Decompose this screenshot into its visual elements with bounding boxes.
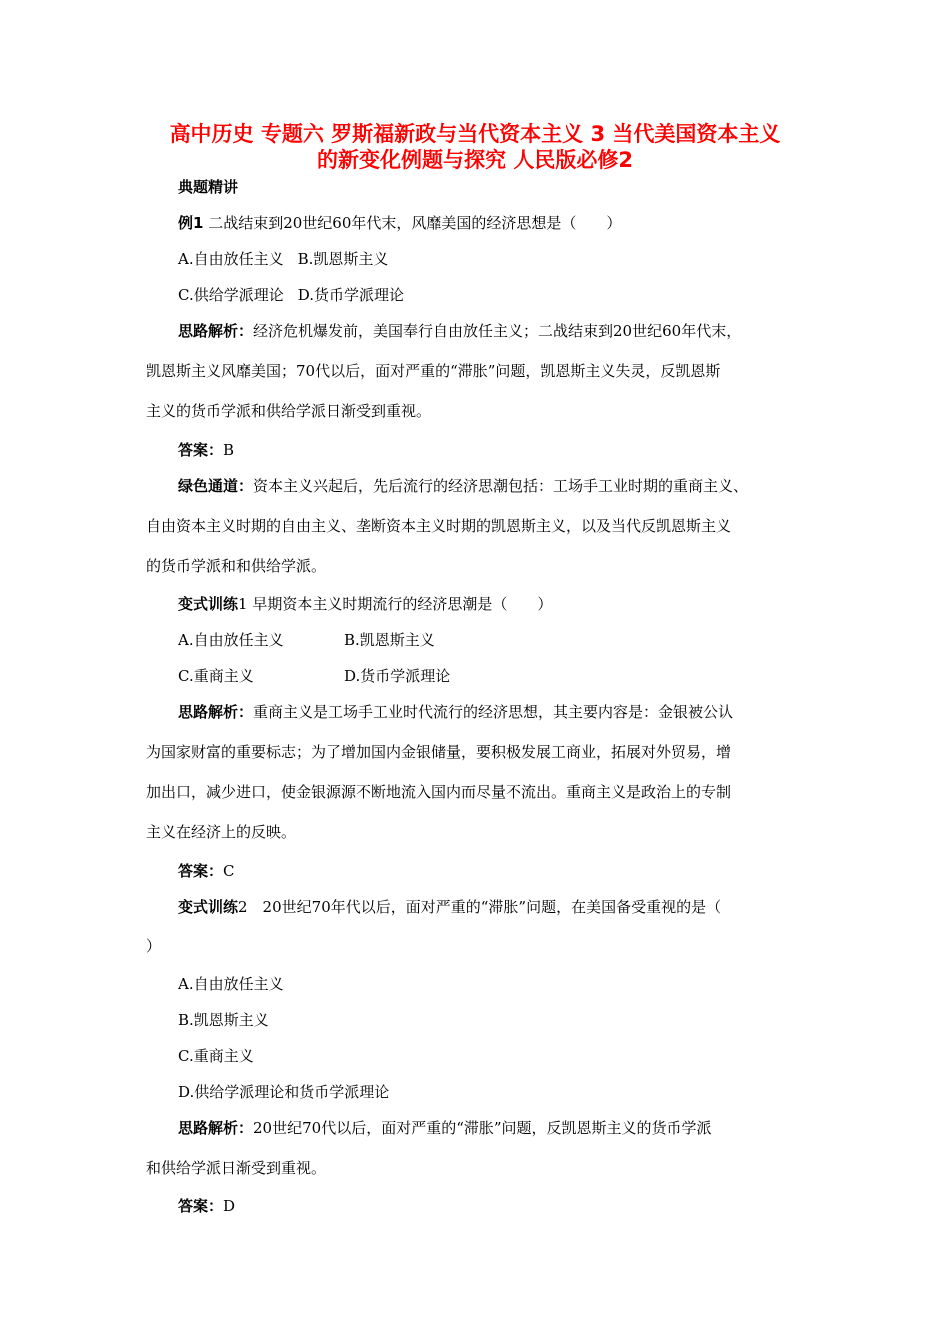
variant2-analysis-label: 思路解析： — [178, 1119, 254, 1137]
variant1-option-d: D.货币学派理论 — [344, 667, 451, 685]
green-channel-text-1: 资本主义兴起后，先后流行的经济思潮包括：工场手工业时期的重商主义、 — [253, 477, 749, 495]
variant1-answer-line — [178, 861, 858, 881]
document-title-line-2: 的新变化例题与探究 人民版必修2 — [317, 148, 633, 172]
variant1-analysis-label: 思路解析： — [178, 703, 254, 721]
variant2-answer-value: D — [223, 1197, 236, 1215]
green-channel-line-1 — [178, 476, 858, 496]
example1-option-a: A.自由放任主义 — [178, 250, 284, 268]
variant1-analysis-line-3: 加出口，减少进口，使金银源源不断地流入国内而尽量不流出。重商主义是政治上的专制 — [146, 783, 732, 801]
variant1-answer-label: 答案： — [178, 862, 224, 880]
variant1-analysis-line-2: 为国家财富的重要标志；为了增加国内金银储量，要积极发展工商业，拓展对外贸易，增 — [146, 743, 732, 761]
example1-label: 例1 — [178, 214, 204, 232]
variant1-analysis-text-1: 重商主义是工场手工业时代流行的经济思想，其主要内容是：金银被公认 — [253, 703, 734, 721]
variant1-question-line — [178, 594, 858, 614]
variant2-question: 2 20世纪70年代以后，面对严重的“滞胀”问题，在美国备受重视的是（ — [238, 898, 722, 916]
green-channel-label: 绿色通道： — [178, 477, 254, 495]
example1-analysis-line-2: 凯恩斯主义风靡美国；70代以后，面对严重的“滞胀”问题，凯恩斯主义失灵，反凯恩斯 — [146, 362, 721, 380]
example1-answer-line — [178, 440, 858, 460]
variant1-analysis-line-4: 主义在经济上的反映。 — [146, 823, 297, 841]
example1-answer-value: B — [223, 441, 235, 459]
example1-analysis-label: 思路解析： — [178, 322, 254, 340]
variant2-analysis-line-1 — [178, 1118, 858, 1138]
variant2-question-continuation: ） — [146, 937, 162, 955]
variant2-analysis-text-1: 20世纪70代以后，面对严重的“滞胀”问题，反凯恩斯主义的货币学派 — [253, 1119, 712, 1137]
example1-answer-label: 答案： — [178, 441, 224, 459]
green-channel-line-3: 的货币学派和和供给学派。 — [146, 557, 327, 575]
variant2-label: 变式训练 — [178, 898, 239, 916]
variant1-answer-value: C — [223, 862, 235, 880]
example1-options-row-2 — [178, 285, 858, 305]
variant2-option-c: C.重商主义 — [178, 1047, 254, 1065]
variant2-analysis-line-2: 和供给学派日渐受到重视。 — [146, 1159, 327, 1177]
example1-options-row-1 — [178, 249, 858, 269]
variant2-option-a: A.自由放任主义 — [178, 975, 284, 993]
variant1-options-row-1 — [178, 630, 858, 650]
example1-option-d: D.货币学派理论 — [297, 286, 404, 304]
variant2-question-line — [178, 897, 858, 917]
section-heading: 典题精讲 — [178, 178, 239, 196]
example1-analysis-text-1: 经济危机爆发前，美国奉行自由放任主义；二战结束到20世纪60年代末， — [253, 322, 742, 340]
example1-analysis-line-3: 主义的货币学派和供给学派日渐受到重视。 — [146, 402, 432, 420]
variant2-option-b: B.凯恩斯主义 — [178, 1011, 269, 1029]
example1-option-c: C.供给学派理论 — [178, 286, 284, 304]
variant1-option-c: C.重商主义 — [178, 667, 254, 685]
example1-question: 二战结束到20世纪60年代末，风靡美国的经济思想是（ ） — [203, 214, 622, 232]
variant1-option-a: A.自由放任主义 — [178, 631, 284, 649]
example1-option-b: B.凯恩斯主义 — [297, 250, 389, 268]
example1-question-line — [178, 213, 858, 233]
variant1-option-b: B.凯恩斯主义 — [344, 631, 435, 649]
green-channel-line-2: 自由资本主义时期的自由主义、垄断资本主义时期的凯恩斯主义，以及当代反凯恩斯主义 — [146, 517, 732, 535]
variant1-options-row-2 — [178, 666, 858, 686]
document-title-line-1: 高中历史 专题六 罗斯福新政与当代资本主义 3 当代美国资本主义 — [169, 122, 781, 146]
variant2-option-d: D.供给学派理论和货币学派理论 — [178, 1083, 390, 1101]
variant1-label: 变式训练 — [178, 595, 239, 613]
example1-analysis-line-1 — [178, 321, 858, 341]
variant1-question: 1 早期资本主义时期流行的经济思潮是（ ） — [238, 595, 553, 613]
variant2-answer-label: 答案： — [178, 1197, 224, 1215]
variant1-analysis-line-1 — [178, 702, 858, 722]
variant2-answer-line — [178, 1196, 858, 1216]
